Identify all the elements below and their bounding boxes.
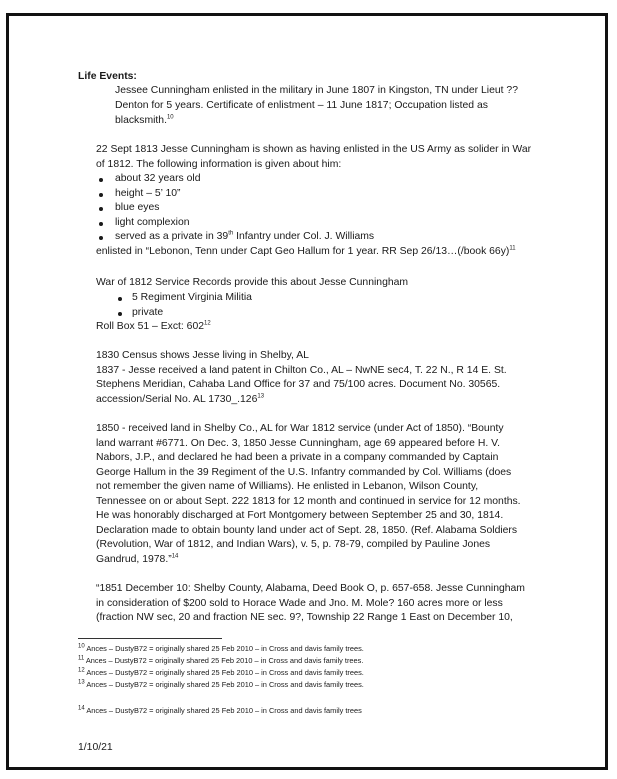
page-date: 1/10/21 [78,742,113,753]
list-item: height – 5’ 10” [115,188,181,199]
list-item: blue eyes [115,202,160,213]
list-item: light complexion [115,217,190,228]
bullet-icon [118,297,122,301]
bullet-icon [99,222,103,226]
para1-line2: Denton for 5 years. Certificate of enlistment – 11 June 1817; Occupation listed as [115,100,488,111]
land-line: George Hallum in the 39 Regiment of the U.S. Infantry commanded by Col. Williams (does [96,467,512,478]
para2-line2: of 1812. The following information is given about him: [96,159,342,170]
footnote: $^{11}$ Ances – DustyB72 = originally shared 25 Feb 2010 – in Cross and davis family trees. [78,655,364,665]
deed-line: in consideration of $200 sold to Horace Wade and Jno. M. Mole? 160 acres more or less [96,598,503,609]
footnote: $^{12}$ Ances – DustyB72 = originally shared 25 Feb 2010 – in Cross and davis family trees. [78,667,364,677]
census-line: 1830 Census shows Jesse living in Shelby, AL [96,350,309,361]
bullet-icon [99,178,103,182]
deed-line: “1851 December 10: Shelby County, Alabama, Deed Book O, p. 657-658. Jesse Cunningham [96,583,525,594]
para1-line1: Jessee Cunningham enlisted in the military in June 1807 in Kingston, TN under Lieut ?? [115,85,518,96]
list-item: private [132,307,164,318]
section-heading: Life Events: [78,71,137,82]
land-line: Gandrud, 1978.”$^{14}$ [96,553,179,565]
bullet-icon [99,236,103,240]
land-line: land warrant #6771. On Dec. 3, 1850 Jesse Cunningham, age 69 appeared before H. V. [96,438,500,449]
list-item: served as a private in 39th Infantry under Col. J. Williams [115,230,375,242]
land-line: 1850 - received land in Shelby Co., AL for War 1812 service (under Act of 1850). “Bounty [96,423,504,434]
land-line: (Revolution, War of 1812, and Indian Wars), v. 5, p. 78-79, compiled by Pauline Jones [96,539,491,550]
bullet-icon [118,312,122,316]
list-item: about 32 years old [115,173,201,184]
footnote: $^{10}$ Ances – DustyB72 = originally shared 25 Feb 2010 – in Cross and davis family trees. [78,643,364,653]
footnote: $^{14}$ Ances – DustyB72 = originally shared 25 Feb 2010 – in Cross and davis family trees [78,705,362,715]
bullet-icon [99,207,103,211]
patent-line3: accession/Serial No. AL 1730_.126$^{13}$ [96,393,265,405]
land-line: Declaration made to obtain bounty land under act of Sept. 28, 1850. (Ref. Alabama Soldiers [96,525,518,536]
land-line: He was honorably discharged at Fort Montgomery between September 25 and 30, 1814. [96,510,504,521]
land-line: Tennessee on or about Sept. 222 1813 for 12 month and continued in service for 12 months. [96,496,521,507]
deed-line: (fraction NW sec, 20 and fraction NE sec. 9?, Township 22 Range 1 East on December 10, [96,612,513,623]
para2-enlisted: enlisted in “Lebonon, Tenn under Capt Geo Hallum for 1 year. RR Sep 26/13…(/book 66y)$^{11}$ [96,245,516,257]
land-line: not remember the given name of Williams). He enlisted in Lebanon, Wilson County, [96,481,479,492]
list-item: 5 Regiment Virginia Militia [132,292,252,303]
footnote-divider [78,638,222,639]
patent-line2: Stephens Meridian, Cahaba Land Office for 37 and 75/100 acres. Document No. 30565. [96,379,501,390]
patent-line1: 1837 - Jesse received a land patent in Chilton Co., AL – NwNE sec4, T. 22 N., R 14 E. St. [96,365,507,376]
land-line: Nabors, J.P., and declared he had been a private in a company commanded by Captain [96,452,499,463]
para3-line1: War of 1812 Service Records provide this about Jesse Cunningham [96,277,409,288]
roll-box: Roll Box 51 – Exct: $602^{12}$ [96,320,211,332]
footnote: $^{13}$ Ances – DustyB72 = originally shared 25 Feb 2010 – in Cross and davis family trees. [78,679,364,689]
para1-line3: blacksmith.$^{10}$ [115,114,174,126]
bullet-icon [99,193,103,197]
para2-line1: 22 Sept 1813 Jesse Cunningham is shown as having enlisted in the US Army as solider in War [96,144,532,155]
